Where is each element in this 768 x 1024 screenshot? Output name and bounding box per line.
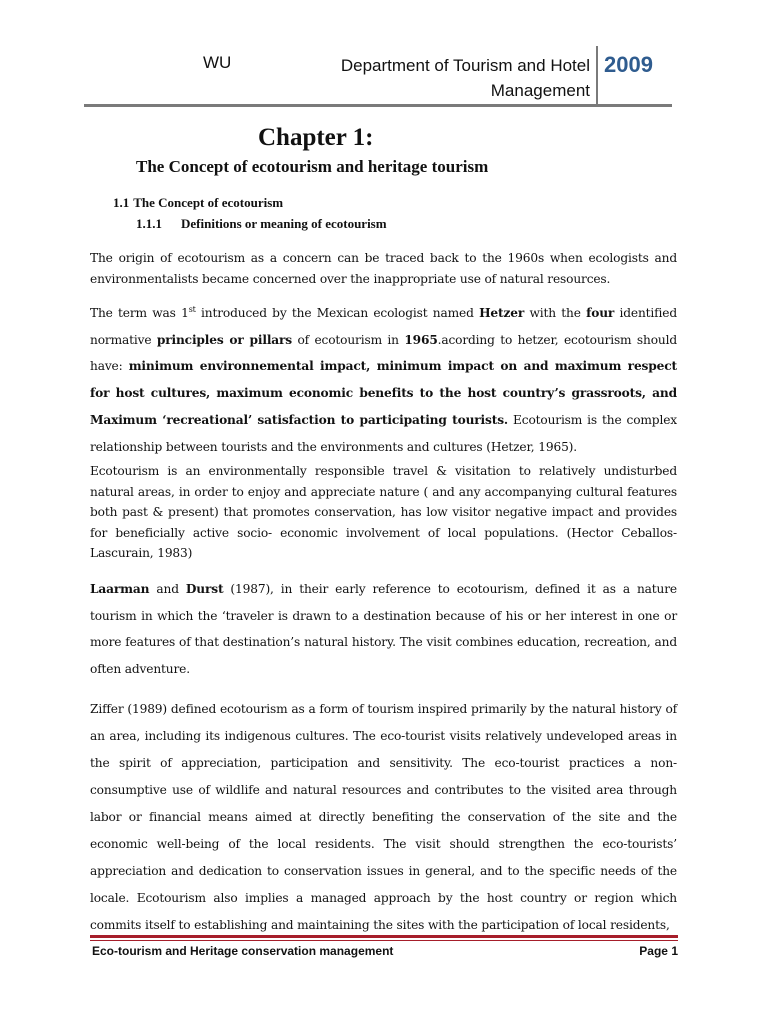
paragraph-ziffer: Ziffer (1989) defined ecotourism as a form of tourism inspired primarily by the natural history of an area, including its indigenous cultures. The eco-tourist visits relatively undeveloped areas in the spirit of appreciation, participation and sensitivity. The eco-tourist practices a non-consumptive use of wildlife and natural resources and contributes to the visited area through labor or financial means aimed at directly benefiting the conservation of the site and the economic well-being of the local residents. The visit should strengthen the eco-tourists’ appreciation and dedication to conservation issues in general, and to the specific needs of the locale. Ecotourism also implies a managed approach by the host country or region which commits itself to establishing and maintaining the sites with the participation of local residents, xyxy=(90,702,677,932)
footer-rule-thin xyxy=(90,940,678,941)
text-run: The term was 1 xyxy=(90,306,189,320)
bold-run: Hetzer xyxy=(479,306,525,320)
bold-run: minimum environnemental impact, minimum impact on and maximum respect for host cultures, maximum economic benefits to the host country’s grassroots, and Maximum ‘recreational’ satisfaction to participating tourists. xyxy=(90,359,677,427)
header-divider-vertical xyxy=(596,46,598,104)
paragraph-definition: Ecotourism is an environmentally responsible travel & visitation to relatively undisturbed natural areas, in order to enjoy and appreciate nature ( and any accompanying cultural features both past & present) that promotes conservation, has low visitor negative impact and provides for beneficially active socio- economic involvement of local populations. (Hector Ceballos-Lascurain, 1983) xyxy=(90,464,677,561)
bold-run: Laarman xyxy=(90,582,150,596)
section-title: The Concept of ecotourism xyxy=(133,195,284,210)
header-institution: WU xyxy=(203,53,232,72)
text-run: (1987), in their early reference to ecotourism, defined it as a nature tourism in which the ‘traveler is drawn to a destination because of his or her interest in one or more features of that destination’s natural history. The visit combines education, recreation, and often adventure. xyxy=(90,582,677,677)
section-heading-1-1-1 xyxy=(136,216,387,232)
text-run: identified normative xyxy=(90,306,677,347)
footer-title: Eco-tourism and Heritage conservation management xyxy=(92,944,394,958)
footer-rule-thick xyxy=(90,935,678,938)
text-run: with the xyxy=(524,306,587,320)
paragraph-laarman-durst xyxy=(90,576,677,683)
text-run: .acording to hetzer, ecotourism should have: xyxy=(90,332,678,374)
superscript: st xyxy=(188,304,196,314)
header-department-line2: Management xyxy=(490,81,590,100)
section-title: Definitions or meaning of ecotourism xyxy=(181,216,387,231)
section-number: 1.1.1 xyxy=(136,216,162,231)
section-number: 1.1 xyxy=(113,195,130,210)
bold-run: Durst xyxy=(185,582,224,596)
text-run: introduced by the Mexican ecologist named xyxy=(195,306,480,320)
bold-run: 1965 xyxy=(404,332,438,347)
header-rule xyxy=(84,104,672,107)
header-department xyxy=(300,53,590,103)
header-department-line1: Department of Tourism and Hotel xyxy=(340,56,590,75)
page-number: Page 1 xyxy=(639,944,678,958)
paragraph-origin: The origin of ecotourism as a concern can be traced back to the 1960s when ecologists and environmentalists became concerned over the inappropriate use of natural resources. xyxy=(90,251,677,286)
chapter-title: Chapter 1: xyxy=(258,124,374,151)
text-run: Ecotourism is the complex relationship between tourists and the environments and cultures (Hetzer, 1965). xyxy=(90,412,677,454)
bold-run: four xyxy=(586,306,615,320)
bold-run: principles or pillars xyxy=(156,332,293,347)
chapter-subtitle: The Concept of ecotourism and heritage tourism xyxy=(136,157,489,176)
header-year: 2009 xyxy=(604,52,653,77)
text-run: and xyxy=(149,582,186,596)
text-run: of ecotourism in xyxy=(292,332,405,347)
paragraph-hetzer xyxy=(90,300,677,460)
section-heading-1-1 xyxy=(113,195,283,211)
